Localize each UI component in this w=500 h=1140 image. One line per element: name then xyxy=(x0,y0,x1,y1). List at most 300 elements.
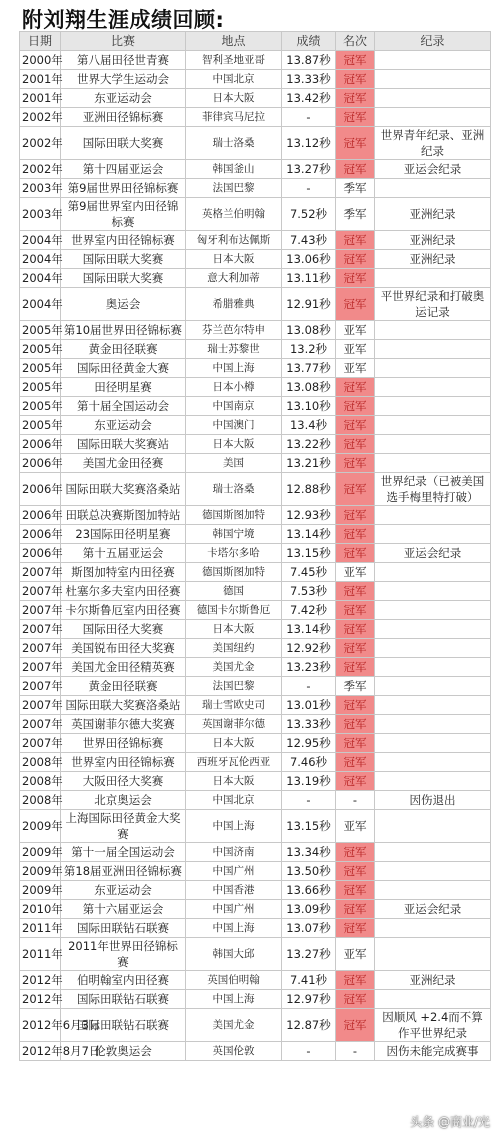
cell-location: 中国上海 xyxy=(186,990,282,1009)
table-row xyxy=(20,160,491,179)
cell-date: 2002年 xyxy=(20,108,61,127)
cell-location: 中国上海 xyxy=(186,810,282,843)
cell-rank: 冠军 xyxy=(336,715,375,734)
cell-rank: 冠军 xyxy=(336,435,375,454)
cell-date: 2006年 xyxy=(20,544,61,563)
cell-result: 12.95秒 xyxy=(282,734,336,753)
cell-rank: 亚军 xyxy=(336,810,375,843)
cell-rank: 冠军 xyxy=(336,127,375,160)
cell-record xyxy=(375,677,491,696)
cell-event: 美国尤金田径赛 xyxy=(61,454,186,473)
table-row xyxy=(20,288,491,321)
cell-result: 13.12秒 xyxy=(282,127,336,160)
cell-location: 日本大阪 xyxy=(186,772,282,791)
table-row xyxy=(20,454,491,473)
table-row xyxy=(20,772,491,791)
cell-record xyxy=(375,715,491,734)
cell-location: 中国广州 xyxy=(186,900,282,919)
table-row xyxy=(20,810,491,843)
cell-result: 7.43秒 xyxy=(282,231,336,250)
cell-record xyxy=(375,938,491,971)
table-row xyxy=(20,397,491,416)
cell-date: 2006年 xyxy=(20,525,61,544)
cell-event: 英国谢菲尔德大奖赛 xyxy=(61,715,186,734)
cell-date: 2004年 xyxy=(20,250,61,269)
table-row xyxy=(20,473,491,506)
cell-date: 2005年 xyxy=(20,321,61,340)
table-row xyxy=(20,620,491,639)
cell-result: - xyxy=(282,179,336,198)
cell-record: 因顺风 +2.4而不算作平世界纪录 xyxy=(375,1009,491,1042)
cell-date: 2007年 xyxy=(20,563,61,582)
cell-location: 德国斯图加特 xyxy=(186,506,282,525)
cell-date: 2000年 xyxy=(20,51,61,70)
cell-result: 13.06秒 xyxy=(282,250,336,269)
cell-result: 7.41秒 xyxy=(282,971,336,990)
cell-date: 2007年 xyxy=(20,696,61,715)
cell-location: 意大利加蒂 xyxy=(186,269,282,288)
cell-location: 日本大阪 xyxy=(186,734,282,753)
table-row xyxy=(20,696,491,715)
header-result: 成绩 xyxy=(282,32,336,51)
cell-record: 亚洲纪录 xyxy=(375,231,491,250)
cell-location: 日本大阪 xyxy=(186,89,282,108)
cell-result: 13.50秒 xyxy=(282,862,336,881)
cell-record xyxy=(375,340,491,359)
cell-date: 2011年 xyxy=(20,938,61,971)
cell-result: 13.22秒 xyxy=(282,435,336,454)
cell-date: 2007年 xyxy=(20,658,61,677)
cell-location: 匈牙利布达佩斯 xyxy=(186,231,282,250)
cell-result: 13.34秒 xyxy=(282,843,336,862)
table-row xyxy=(20,563,491,582)
cell-event: 第十五届亚运会 xyxy=(61,544,186,563)
cell-location: 智利圣地亚哥 xyxy=(186,51,282,70)
table-row xyxy=(20,378,491,397)
cell-date: 2005年 xyxy=(20,416,61,435)
cell-location: 芬兰芭尔特申 xyxy=(186,321,282,340)
cell-event: 第9届世界田径锦标赛 xyxy=(61,179,186,198)
cell-location: 中国广州 xyxy=(186,862,282,881)
cell-event: 美国锐布田径大奖赛 xyxy=(61,639,186,658)
cell-rank: 冠军 xyxy=(336,620,375,639)
cell-result: 7.52秒 xyxy=(282,198,336,231)
cell-event: 卡尔斯鲁厄室内田径赛 xyxy=(61,601,186,620)
cell-rank: 亚军 xyxy=(336,938,375,971)
cell-result: 13.2秒 xyxy=(282,340,336,359)
cell-location: 中国济南 xyxy=(186,843,282,862)
table-row xyxy=(20,525,491,544)
header-rank: 名次 xyxy=(336,32,375,51)
cell-rank: 冠军 xyxy=(336,89,375,108)
cell-record: 世界青年纪录、亚洲纪录 xyxy=(375,127,491,160)
cell-date: 2006年 xyxy=(20,473,61,506)
cell-result: 12.93秒 xyxy=(282,506,336,525)
cell-result: 7.46秒 xyxy=(282,753,336,772)
cell-result: 13.14秒 xyxy=(282,620,336,639)
header-date: 日期 xyxy=(20,32,61,51)
cell-date: 2005年 xyxy=(20,397,61,416)
header-location: 地点 xyxy=(186,32,282,51)
cell-record xyxy=(375,269,491,288)
cell-rank: 冠军 xyxy=(336,51,375,70)
cell-result: 13.15秒 xyxy=(282,810,336,843)
cell-event: 第八届田径世青赛 xyxy=(61,51,186,70)
cell-result: 7.45秒 xyxy=(282,563,336,582)
cell-record: 因伤未能完成赛事 xyxy=(375,1042,491,1061)
cell-event: 东亚运动会 xyxy=(61,416,186,435)
cell-event: 斯图加特室内田径赛 xyxy=(61,563,186,582)
cell-date: 2002年 xyxy=(20,127,61,160)
cell-event: 国际田径黄金大赛 xyxy=(61,359,186,378)
cell-result: 13.33秒 xyxy=(282,715,336,734)
cell-event: 第18届亚洲田径锦标赛 xyxy=(61,862,186,881)
cell-event: 世界大学生运动会 xyxy=(61,70,186,89)
table-row xyxy=(20,250,491,269)
cell-location: 法国巴黎 xyxy=(186,179,282,198)
cell-record xyxy=(375,506,491,525)
cell-event: 国际田联钻石联赛 xyxy=(61,1009,186,1042)
cell-date: 2007年 xyxy=(20,677,61,696)
table-row xyxy=(20,1009,491,1042)
cell-location: 卡塔尔多哈 xyxy=(186,544,282,563)
header-event: 比赛 xyxy=(61,32,186,51)
cell-result: 7.42秒 xyxy=(282,601,336,620)
table-row xyxy=(20,89,491,108)
cell-event: 国际田联大奖赛洛桑站 xyxy=(61,473,186,506)
cell-record xyxy=(375,601,491,620)
cell-rank: 冠军 xyxy=(336,70,375,89)
cell-rank: 季军 xyxy=(336,198,375,231)
cell-result: 13.10秒 xyxy=(282,397,336,416)
cell-result: 12.92秒 xyxy=(282,639,336,658)
cell-location: 中国北京 xyxy=(186,70,282,89)
cell-event: 杜塞尔多夫室内田径赛 xyxy=(61,582,186,601)
cell-date: 2012年 xyxy=(20,990,61,1009)
cell-location: 瑞士洛桑 xyxy=(186,473,282,506)
cell-event: 世界室内田径锦标赛 xyxy=(61,231,186,250)
cell-rank: 冠军 xyxy=(336,772,375,791)
cell-event: 国际田联大奖赛 xyxy=(61,269,186,288)
cell-event: 第10届世界田径锦标赛 xyxy=(61,321,186,340)
cell-event: 第十一届全国运动会 xyxy=(61,843,186,862)
cell-event: 第十六届亚运会 xyxy=(61,900,186,919)
cell-rank: 亚军 xyxy=(336,359,375,378)
table-row xyxy=(20,881,491,900)
table-row xyxy=(20,1042,491,1061)
cell-rank: 亚军 xyxy=(336,321,375,340)
cell-record xyxy=(375,696,491,715)
cell-event: 美国尤金田径精英赛 xyxy=(61,658,186,677)
cell-record xyxy=(375,582,491,601)
cell-event: 黄金田径联赛 xyxy=(61,677,186,696)
cell-rank: 冠军 xyxy=(336,843,375,862)
cell-record xyxy=(375,862,491,881)
cell-location: 日本大阪 xyxy=(186,435,282,454)
cell-location: 日本小樽 xyxy=(186,378,282,397)
cell-event: 世界田径锦标赛 xyxy=(61,734,186,753)
cell-date: 2001年 xyxy=(20,70,61,89)
cell-date: 2004年 xyxy=(20,269,61,288)
cell-date: 2007年 xyxy=(20,715,61,734)
cell-rank: 冠军 xyxy=(336,525,375,544)
cell-event: 伯明翰室内田径赛 xyxy=(61,971,186,990)
table-header-row xyxy=(20,32,491,51)
table-row xyxy=(20,862,491,881)
cell-result: 13.4秒 xyxy=(282,416,336,435)
cell-date: 2005年 xyxy=(20,359,61,378)
cell-record xyxy=(375,734,491,753)
cell-result: 13.27秒 xyxy=(282,938,336,971)
cell-result: 13.77秒 xyxy=(282,359,336,378)
cell-record: 亚运会纪录 xyxy=(375,160,491,179)
cell-date: 2006年 xyxy=(20,506,61,525)
page-title: 附刘翔生涯成绩回顾: xyxy=(22,8,225,32)
cell-date: 2002年 xyxy=(20,160,61,179)
cell-record xyxy=(375,416,491,435)
cell-event: 田联总决赛斯图加特站 xyxy=(61,506,186,525)
cell-result: - xyxy=(282,1042,336,1061)
cell-result: 13.15秒 xyxy=(282,544,336,563)
cell-event: 东亚运动会 xyxy=(61,89,186,108)
table-row xyxy=(20,70,491,89)
cell-location: 英国伯明翰 xyxy=(186,971,282,990)
cell-rank: 冠军 xyxy=(336,378,375,397)
cell-location: 美国尤金 xyxy=(186,658,282,677)
cell-date: 2007年 xyxy=(20,734,61,753)
cell-rank: 冠军 xyxy=(336,454,375,473)
cell-location: 西班牙瓦伦西亚 xyxy=(186,753,282,772)
cell-rank: 冠军 xyxy=(336,544,375,563)
cell-record: 亚运会纪录 xyxy=(375,544,491,563)
cell-result: 13.66秒 xyxy=(282,881,336,900)
cell-location: 中国北京 xyxy=(186,791,282,810)
cell-result: 13.23秒 xyxy=(282,658,336,677)
cell-result: 13.27秒 xyxy=(282,160,336,179)
cell-rank: 冠军 xyxy=(336,639,375,658)
table-row xyxy=(20,506,491,525)
cell-date: 2004年 xyxy=(20,231,61,250)
cell-event: 第9届世界室内田径锦标赛 xyxy=(61,198,186,231)
cell-result: 13.07秒 xyxy=(282,919,336,938)
cell-event: 第十四届亚运会 xyxy=(61,160,186,179)
cell-event: 奥运会 xyxy=(61,288,186,321)
cell-record: 平世界纪录和打破奥运记录 xyxy=(375,288,491,321)
table-row xyxy=(20,108,491,127)
cell-record xyxy=(375,359,491,378)
table-row xyxy=(20,843,491,862)
cell-date: 2006年 xyxy=(20,454,61,473)
table-row xyxy=(20,340,491,359)
cell-event: 国际田联大奖赛 xyxy=(61,127,186,160)
cell-result: 12.87秒 xyxy=(282,1009,336,1042)
cell-rank: 冠军 xyxy=(336,734,375,753)
cell-location: 美国纽约 xyxy=(186,639,282,658)
cell-rank: 冠军 xyxy=(336,696,375,715)
cell-date: 2012年 xyxy=(20,971,61,990)
cell-date: 2009年 xyxy=(20,881,61,900)
cell-location: 中国澳门 xyxy=(186,416,282,435)
header-record: 纪录 xyxy=(375,32,491,51)
cell-date: 2004年 xyxy=(20,288,61,321)
cell-rank: 冠军 xyxy=(336,269,375,288)
table-row xyxy=(20,791,491,810)
cell-date: 2005年 xyxy=(20,378,61,397)
cell-result: 13.11秒 xyxy=(282,269,336,288)
table-row xyxy=(20,601,491,620)
cell-location: 德国 xyxy=(186,582,282,601)
cell-record xyxy=(375,843,491,862)
cell-date: 2008年 xyxy=(20,791,61,810)
cell-event: 国际田联钻石联赛 xyxy=(61,990,186,1009)
cell-event: 东亚运动会 xyxy=(61,881,186,900)
table-row xyxy=(20,990,491,1009)
table-row xyxy=(20,416,491,435)
cell-date: 2009年 xyxy=(20,843,61,862)
cell-record: 世界纪录（已被美国选手梅里特打破） xyxy=(375,473,491,506)
table-row xyxy=(20,677,491,696)
cell-rank: 冠军 xyxy=(336,231,375,250)
cell-record xyxy=(375,620,491,639)
table-row xyxy=(20,544,491,563)
cell-location: 美国 xyxy=(186,454,282,473)
cell-rank: 冠军 xyxy=(336,160,375,179)
cell-rank: 季军 xyxy=(336,677,375,696)
cell-date: 2007年 xyxy=(20,620,61,639)
cell-record xyxy=(375,563,491,582)
table-row xyxy=(20,359,491,378)
cell-location: 中国南京 xyxy=(186,397,282,416)
cell-record xyxy=(375,321,491,340)
cell-rank: 冠军 xyxy=(336,506,375,525)
cell-record xyxy=(375,435,491,454)
cell-rank: 亚军 xyxy=(336,340,375,359)
cell-rank: 冠军 xyxy=(336,1009,375,1042)
cell-rank: 冠军 xyxy=(336,862,375,881)
table-row xyxy=(20,715,491,734)
cell-location: 瑞士雪欧史司 xyxy=(186,696,282,715)
table-row xyxy=(20,231,491,250)
cell-record xyxy=(375,919,491,938)
cell-event: 23国际田径明星赛 xyxy=(61,525,186,544)
cell-record xyxy=(375,810,491,843)
table-row xyxy=(20,435,491,454)
cell-result: 13.19秒 xyxy=(282,772,336,791)
cell-date: 2012年8月7日 xyxy=(20,1042,61,1061)
table-row xyxy=(20,198,491,231)
cell-result: 13.14秒 xyxy=(282,525,336,544)
cell-event: 国际田径大奖赛 xyxy=(61,620,186,639)
table-row xyxy=(20,582,491,601)
cell-location: 韩国釜山 xyxy=(186,160,282,179)
cell-event: 世界室内田径锦标赛 xyxy=(61,753,186,772)
cell-rank: 冠军 xyxy=(336,601,375,620)
table-row xyxy=(20,269,491,288)
table-row xyxy=(20,734,491,753)
cell-date: 2001年 xyxy=(20,89,61,108)
cell-location: 瑞士洛桑 xyxy=(186,127,282,160)
cell-result: - xyxy=(282,677,336,696)
cell-date: 2009年 xyxy=(20,862,61,881)
cell-date: 2006年 xyxy=(20,435,61,454)
cell-rank: 冠军 xyxy=(336,473,375,506)
cell-location: 英国伦敦 xyxy=(186,1042,282,1061)
cell-rank: 冠军 xyxy=(336,658,375,677)
cell-location: 希腊雅典 xyxy=(186,288,282,321)
cell-date: 2011年 xyxy=(20,919,61,938)
cell-rank: 冠军 xyxy=(336,288,375,321)
cell-location: 英格兰伯明翰 xyxy=(186,198,282,231)
cell-date: 2010年 xyxy=(20,900,61,919)
cell-record xyxy=(375,397,491,416)
cell-location: 韩国大邱 xyxy=(186,938,282,971)
cell-date: 2003年 xyxy=(20,179,61,198)
cell-record xyxy=(375,378,491,397)
cell-date: 2008年 xyxy=(20,753,61,772)
cell-result: - xyxy=(282,108,336,127)
table-row xyxy=(20,127,491,160)
cell-date: 2007年 xyxy=(20,639,61,658)
cell-result: 7.53秒 xyxy=(282,582,336,601)
cell-record xyxy=(375,108,491,127)
cell-event: 国际田联大奖赛站 xyxy=(61,435,186,454)
cell-rank: 冠军 xyxy=(336,397,375,416)
cell-record xyxy=(375,525,491,544)
cell-result: 13.08秒 xyxy=(282,321,336,340)
cell-rank: 冠军 xyxy=(336,990,375,1009)
cell-event: 亚洲田径锦标赛 xyxy=(61,108,186,127)
cell-event: 国际田联大奖赛 xyxy=(61,250,186,269)
cell-rank: 冠军 xyxy=(336,582,375,601)
cell-event: 2011年世界田径锦标赛 xyxy=(61,938,186,971)
cell-event: 田径明星赛 xyxy=(61,378,186,397)
cell-result: 12.91秒 xyxy=(282,288,336,321)
table-row xyxy=(20,179,491,198)
cell-record xyxy=(375,179,491,198)
cell-record: 因伤退出 xyxy=(375,791,491,810)
cell-record xyxy=(375,772,491,791)
cell-event: 国际田联钻石联赛 xyxy=(61,919,186,938)
cell-record: 亚洲纪录 xyxy=(375,250,491,269)
cell-date: 2003年 xyxy=(20,198,61,231)
cell-result: 13.08秒 xyxy=(282,378,336,397)
cell-result: - xyxy=(282,791,336,810)
cell-result: 13.42秒 xyxy=(282,89,336,108)
cell-location: 德国卡尔斯鲁厄 xyxy=(186,601,282,620)
cell-rank: - xyxy=(336,791,375,810)
cell-rank: 冠军 xyxy=(336,753,375,772)
cell-event: 伦敦奥运会 xyxy=(61,1042,186,1061)
cell-event: 第十届全国运动会 xyxy=(61,397,186,416)
table-body xyxy=(20,51,491,1061)
cell-date: 2005年 xyxy=(20,340,61,359)
cell-result: 12.97秒 xyxy=(282,990,336,1009)
table-row xyxy=(20,900,491,919)
cell-record xyxy=(375,639,491,658)
cell-location: 日本大阪 xyxy=(186,620,282,639)
cell-rank: 冠军 xyxy=(336,900,375,919)
cell-date: 2007年 xyxy=(20,601,61,620)
cell-location: 中国香港 xyxy=(186,881,282,900)
cell-record: 亚洲纪录 xyxy=(375,198,491,231)
cell-record xyxy=(375,70,491,89)
cell-record xyxy=(375,753,491,772)
table-row xyxy=(20,321,491,340)
cell-result: 12.88秒 xyxy=(282,473,336,506)
table-row xyxy=(20,938,491,971)
cell-rank: 亚军 xyxy=(336,563,375,582)
cell-rank: 季军 xyxy=(336,179,375,198)
